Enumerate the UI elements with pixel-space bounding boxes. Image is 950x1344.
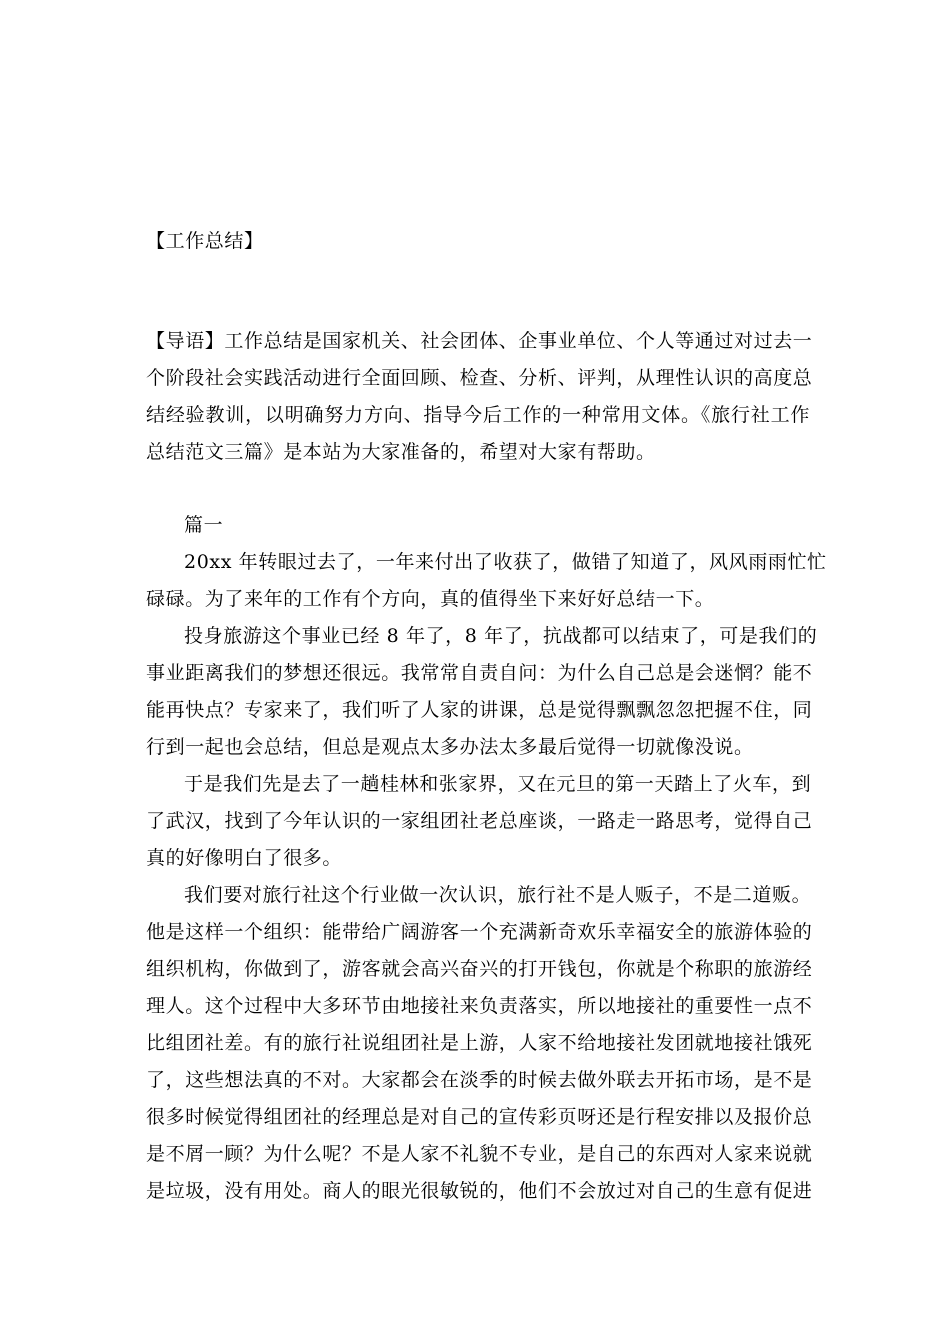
paragraph-line: 于是我们先是去了一趟桂林和张家界，又在元旦的第一天踏上了火车，到 [184, 773, 812, 795]
paragraph-line: 是不屑一顾？为什么呢？不是人家不礼貌不专业，是自己的东西对人家来说就 [146, 1143, 813, 1165]
paragraph-line: 能再快点？专家来了，我们听了人家的讲课，总是觉得飘飘忽忽把握不住，同 [146, 699, 813, 721]
paragraph-line: 我们要对旅行社这个行业做一次认识，旅行社不是人贩子，不是二道贩。 [184, 884, 812, 906]
paragraph-line: 很多时候觉得组团社的经理总是对自己的宣传彩页呀还是行程安排以及报价总 [146, 1106, 813, 1128]
paragraph-line: 真的好像明白了很多。 [146, 847, 343, 869]
paragraph-line: 了，这些想法真的不对。大家都会在淡季的时候去做外联去开拓市场，是不是 [146, 1069, 813, 1091]
intro-line: 【导语】工作总结是国家机关、社会团体、企事业单位、个人等通过对过去一 [146, 330, 813, 352]
paragraph-line: 是垃圾，没有用处。商人的眼光很敏锐的，他们不会放过对自己的生意有促进 [146, 1180, 813, 1202]
paragraph-line: 事业距离我们的梦想还很远。我常常自责自问：为什么自己总是会迷惘？能不 [146, 662, 813, 684]
paragraph-line: 了武汉，找到了今年认识的一家组团社老总座谈，一路走一路思考，觉得自己 [146, 810, 813, 832]
intro-line: 结经验教训，以明确努力方向、指导今后工作的一种常用文体。《旅行社工作 [146, 404, 810, 426]
document-title: 【工作总结】 [146, 230, 264, 252]
paragraph-line: 投身旅游这个事业已经 8 年了，8 年了，抗战都可以结束了，可是我们的 [184, 625, 818, 647]
paragraph-line: 他是这样一个组织：能带给广阔游客一个充满新奇欢乐幸福安全的旅游体验的 [146, 921, 813, 943]
paragraph-line: 比组团社差。有的旅行社说组团社是上游，人家不给地接社发团就地接社饿死 [146, 1032, 813, 1054]
paragraph-line: 组织机构，你做到了，游客就会高兴奋兴的打开钱包，你就是个称职的旅游经 [146, 958, 813, 980]
intro-line: 个阶段社会实践活动进行全面回顾、检查、分析、评判，从理性认识的高度总 [146, 367, 813, 389]
paragraph-line: 理人。这个过程中大多环节由地接社来负责落实，所以地接社的重要性一点不 [146, 995, 813, 1017]
paragraph-line: 行到一起也会总结，但总是观点太多办法太多最后觉得一切就像没说。 [146, 736, 754, 758]
paragraph-line: 20xx 年转眼过去了，一年来付出了收获了，做错了知道了，风风雨雨忙忙 [184, 551, 827, 573]
section-heading: 篇一 [184, 514, 224, 536]
paragraph-line: 碌碌。为了来年的工作有个方向，真的值得坐下来好好总结一下。 [146, 588, 715, 610]
intro-line: 总结范文三篇》是本站为大家准备的，希望对大家有帮助。 [146, 441, 656, 463]
